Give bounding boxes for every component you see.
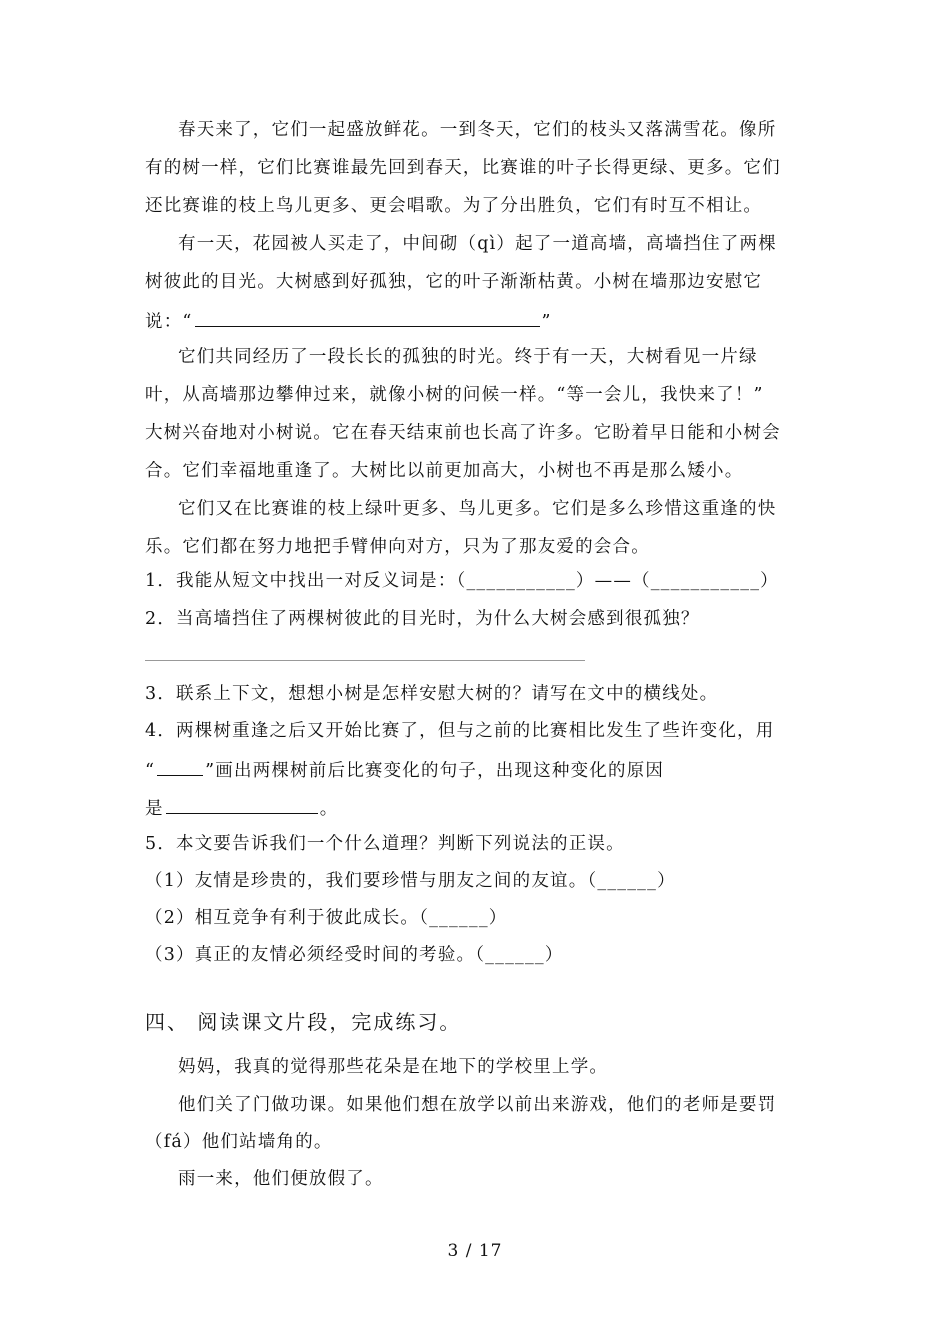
- passage-line: 还比赛谁的枝上鸟儿更多、更会唱歌。为了分出胜负，它们有时互不相让。: [145, 196, 763, 216]
- quote-open: “: [145, 761, 156, 781]
- say-open: 说：“: [145, 312, 193, 332]
- passage-line: 大树兴奋地对小树说。它在春天结束前也长高了许多。它盼着早日能和小树会: [145, 423, 781, 443]
- passage-line-with-blank: [145, 308, 552, 334]
- answer-blank-comfort[interactable]: [195, 308, 540, 327]
- question-1: 1．我能从短文中找出一对反义词是：（___________）——（___________）: [145, 571, 779, 591]
- underline-sample: [157, 757, 203, 776]
- passage2-line: （fá）他们站墙角的。: [145, 1132, 333, 1152]
- passage2-line: 雨一来，他们便放假了。: [178, 1169, 384, 1189]
- say-close: ”: [541, 312, 552, 332]
- answer-blank-reason[interactable]: [166, 795, 318, 814]
- question-5-item-1: （1）友情是珍贵的，我们要珍惜与朋友之间的友谊。（______）: [145, 871, 676, 891]
- passage-line: 它们又在比赛谁的枝上绿叶更多、鸟儿更多。它们是多么珍惜这重逢的快: [178, 499, 777, 519]
- passage-line: 叶，从高墙那边攀伸过来，就像小树的问候一样。“等一会儿，我快来了！”: [145, 385, 764, 405]
- question-3: 3．联系上下文，想想小树是怎样安慰大树的？请写在文中的横线处。: [145, 684, 719, 704]
- passage-line: 春天来了，它们一起盛放鲜花。一到冬天，它们的枝头又落满雪花。像所: [178, 120, 777, 140]
- page-number: 3 / 17: [447, 1241, 503, 1261]
- passage-line: 它们共同经历了一段长长的孤独的时光。终于有一天，大树看见一片绿: [178, 347, 758, 367]
- section-heading: 四、 阅读课文片段，完成练习。: [145, 1010, 462, 1034]
- passage-line: 有一天，花园被人买走了，中间砌（qì）起了一道高墙，高墙挡住了两棵: [178, 234, 777, 254]
- q4-line2-text: ”画出两棵树前后比赛变化的句子，出现这种变化的原因: [205, 761, 665, 781]
- passage-line: 合。它们幸福地重逢了。大树比以前更加高大，小树也不再是那么矮小。: [145, 461, 744, 481]
- question-2: 2．当高墙挡住了两棵树彼此的目光时，为什么大树会感到很孤独？: [145, 609, 700, 629]
- passage-line: 有的树一样，它们比赛谁最先回到春天，比赛谁的叶子长得更绿、更多。它们: [145, 158, 781, 178]
- answer-line-q2[interactable]: [145, 660, 585, 661]
- passage2-line: 妈妈，我真的觉得那些花朵是在地下的学校里上学。: [178, 1057, 609, 1077]
- passage-line: 树彼此的目光。大树感到好孤独，它的叶子渐渐枯黄。小树在墙那边安慰它: [145, 272, 763, 292]
- q4-period: 。: [319, 799, 339, 819]
- question-5: 5．本文要告诉我们一个什么道理？判断下列说法的正误。: [145, 834, 625, 854]
- question-5-item-3: （3）真正的友情必须经受时间的考验。（______）: [145, 945, 564, 965]
- question-4-line-1: 4．两棵树重逢之后又开始比赛了，但与之前的比赛相比发生了些许变化，用: [145, 721, 775, 741]
- q4-is: 是: [145, 799, 164, 819]
- question-5-item-2: （2）相互竞争有利于彼此成长。（______）: [145, 908, 508, 928]
- question-4-line-2: [145, 757, 664, 783]
- passage2-line: 他们关了门做功课。如果他们想在放学以前出来游戏，他们的老师是要罚: [178, 1095, 777, 1115]
- passage-line: 乐。它们都在努力地把手臂伸向对方，只为了那友爱的会合。: [145, 537, 650, 557]
- question-4-line-3: [145, 795, 338, 821]
